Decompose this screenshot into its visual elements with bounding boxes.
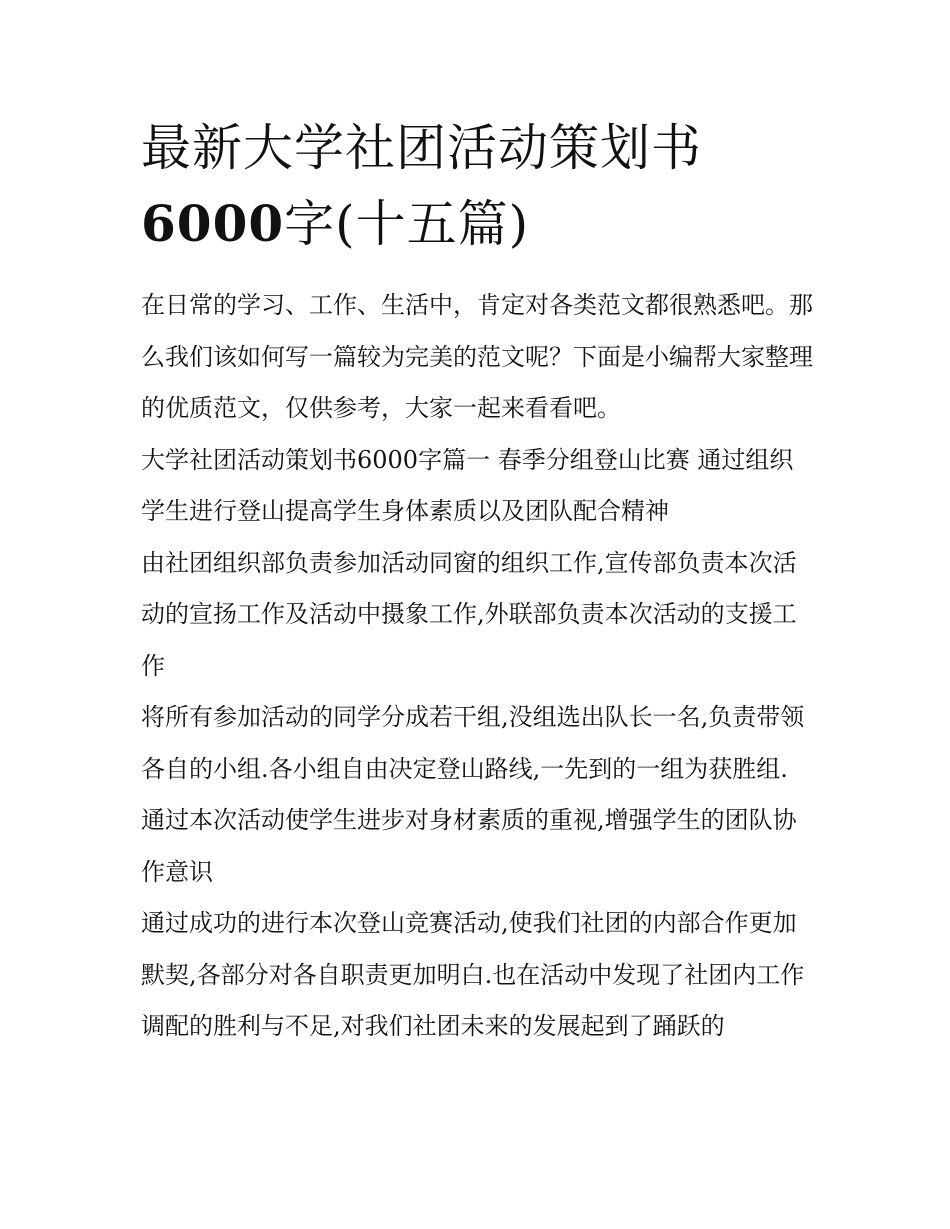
paragraph-organization: 由社团组织部负责参加活动同窗的组织工作,宣传部负责本次活动的宣扬工作及活动中摄象工作,外联部负责本次活动的支援工作 (141, 548, 797, 680)
paragraph-grouping: 将所有参加活动的同学分成若干组,没组选出队长一名,负责带领各自的小组.各小组自由决定登山路线,一先到的一组为获胜组. (141, 703, 805, 783)
document-title: 最新大学社团活动策划书6000字(十五篇) (141, 119, 702, 253)
paragraph-intro: 在日常的学习、工作、生活中，肯定对各类范文都很熟悉吧。那么我们该如何写一篇较为完美的范文呢？下面是小编帮大家整理的优质范文，仅供参考，大家一起来看看吧。 (141, 291, 813, 422)
document-body (141, 280, 813, 1053)
document-content (141, 110, 813, 1053)
paragraph-purpose: 通过本次活动使学生进步对身材素质的重视,增强学生的团队协作意识 (141, 806, 797, 886)
paragraph-section-one: 大学社团活动策划书6000字篇一 春季分组登山比赛 通过组织学生进行登山提高学生身体素质以及团队配合精神 (141, 445, 794, 525)
paragraph-summary: 通过成功的进行本次登山竞赛活动,使我们社团的内部合作更加默契,各部分对各自职责更加明白.也在活动中发现了社团内工作调配的胜利与不足,对我们社团未来的发展起到了踊跃的 (141, 909, 805, 1040)
